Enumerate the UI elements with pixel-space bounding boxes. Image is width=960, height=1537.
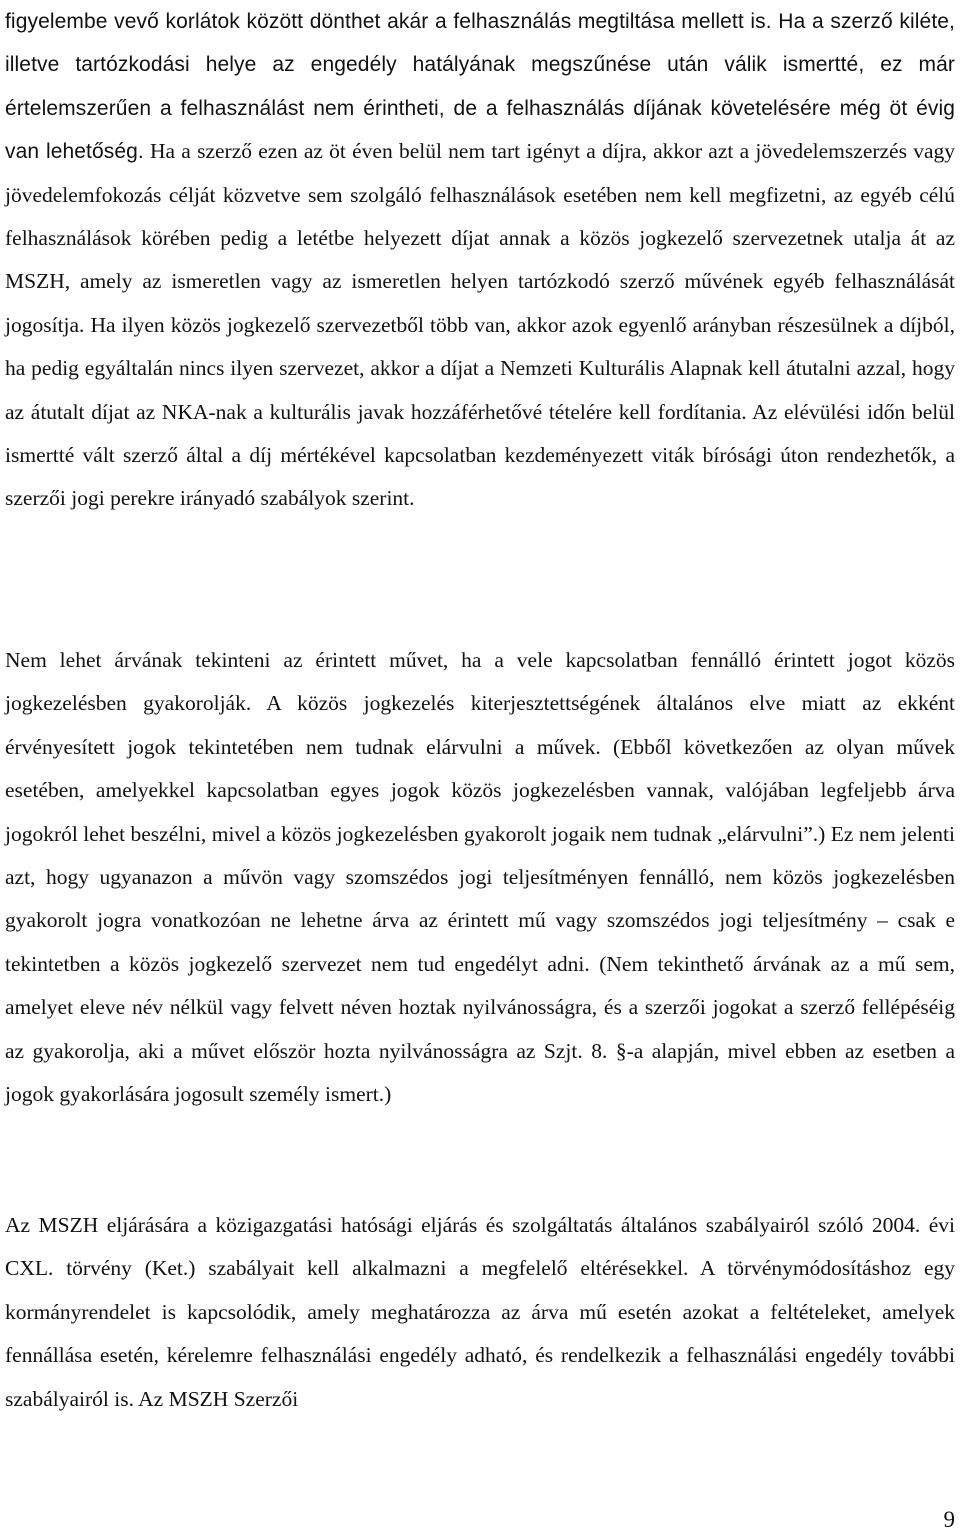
paragraph-1-serif-text: Ha a szerző ezen az öt éven belül nem tart igényt a díjra, akkor azt a jövedelemszerzés vagy jövedelemfokozás célját közvetve sem szolgáló felhasználások esetében nem kell megfizetni, az egyéb célú felhasználások körében pedig a letétbe helyezett díjat annak a közös jogkezelő szervezetnek utalja át az MSZH, amely az ismeretlen vagy az ismeretlen helyen tartózkodó szerző művének egyéb felhasználását jogosítja. Ha ilyen közös jogkezelő szervezetből több van, akkor azok egyenlő arányban részesülnek a díjból, ha pedig egyáltalán nincs ilyen szervezet, akkor a díjat a Nemzeti Kulturális Alapnak kell átutalni azzal, hogy az átutalt díjat az NKA-nak a kulturális javak hozzáférhetővé tételére kell fordítania. Az elévülési időn belül ismertté vált szerző által a díj mértékével kapcsolatban kezdeményezett viták bírósági úton rendezhetők, a szerzői jogi perekre irányadó szabályok szerint. — [5, 139, 956, 511]
paragraph-1-sans-text: figyelembe vevő korlátok között dönthet akár a felhasználás megtiltása mellett is. Ha a szerző kiléte, illetve tartózkodási helye az engedély hatályának megszűnése után válik ismertté, ez már értelemszerűen a felhasználást nem érintheti, de a felhasználás díjának követelésére még öt évig van lehetőség. — [5, 10, 955, 164]
paragraph-3: Az MSZH eljárására a közigazgatási hatósági eljárás és szolgáltatás általános szabályairól szóló 2004. évi CXL. törvény (Ket.) szabályait kell alkalmazni a megfelelő eltérésekkel. A törvénymódosításhoz egy kormányrendelet is kapcsolódik, amely meghatározza az árva mű esetén azokat a feltételeket, amelyek fennállása esetén, kérelemre felhasználási engedély adható, és rendelkezik a felhasználási engedély további szabályairól is. Az MSZH Szerzői — [5, 1213, 955, 1411]
paragraph-1 — [5, 0, 955, 521]
paragraph-2: Nem lehet árvának tekinteni az érintett művet, ha a vele kapcsolatban fennálló érintett jogot közös jogkezelésben gyakorolják. A közös jogkezelés kiterjesztettségének általános elve miatt az ekként érvényesített jogok tekintetében nem tudnak elárvulni a művek. (Ebből következően az olyan művek esetében, amelyekkel kapcsolatban egyes jogok közös jogkezelésben vannak, valójában legfeljebb árva jogokról lehet beszélni, mivel a közös jogkezelésben gyakorolt jogaik nem tudnak „elárvulni”.) Ez nem jelenti azt, hogy ugyanazon a művön vagy szomszédos jogi teljesítményen fennálló, nem közös jogkezelésben gyakorolt jogra vonatkozóan ne lehetne árva az érintett mű vagy szomszédos jogi teljesítmény – csak e tekintetben a közös jogkezelő szervezet nem tud engedélyt adni. (Nem tekinthető árvának az a mű sem, amelyet eleve név nélkül vagy felvett néven hoztak nyilvánosságra, és a szerzői jogokat a szerző fellépéséig az gyakorolja, aki a művet először hozta nyilvánosságra az Szjt. 8. §-a alapján, mivel ebben az esetben a jogok gyakorlására jogosult személy ismert.) — [5, 648, 955, 1107]
page-number: 9 — [943, 1507, 955, 1532]
